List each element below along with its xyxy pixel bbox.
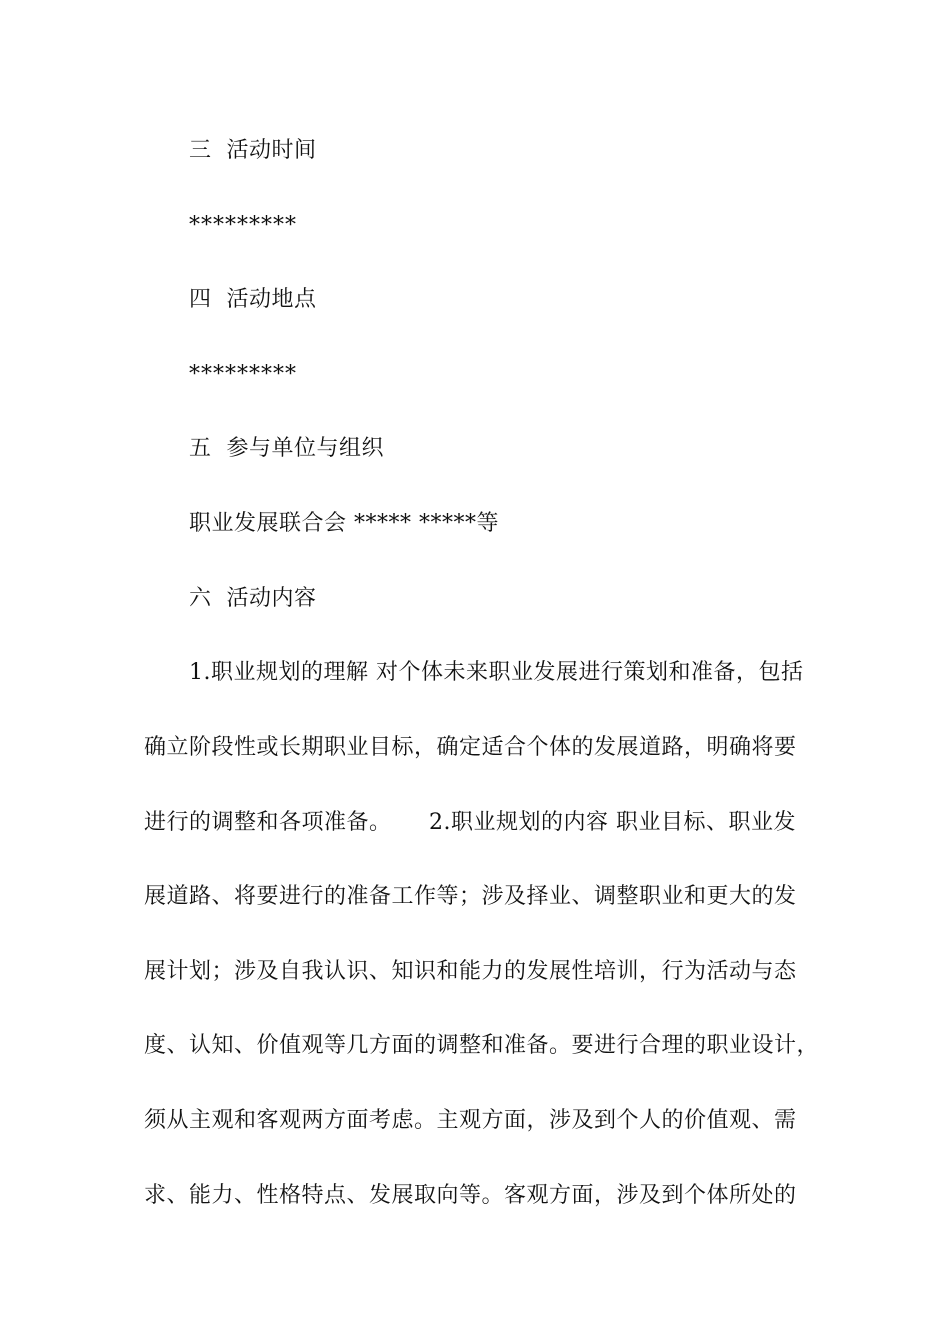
paragraph-line: 确立阶段性或长期职业目标，确定适合个体的发展道路，明确将要 [144,735,797,760]
paragraph-line: 度、认知、价值观等几方面的调整和准备。要进行合理的职业设计， [144,1033,820,1058]
paragraph-line: 求、能力、性格特点、发展取向等。客观方面，涉及到个体所处的 [144,1183,797,1208]
section-5-heading: 五 参与单位与组织 [189,436,384,461]
paragraph-line: 1.职业规划的理解 对个体未来职业发展进行策划和准备，包括 [189,660,804,685]
paragraph-line: 进行的调整和各项准备。 2.职业规划的内容 职业目标、职业发 [144,810,796,835]
paragraph-line: 展道路、将要进行的准备工作等；涉及择业、调整职业和更大的发 [144,884,797,909]
section-4-value: ********* [189,362,297,387]
section-3-value: ********* [189,213,297,238]
section-3-heading: 三 活动时间 [189,138,317,163]
paragraph-line: 须从主观和客观两方面考虑。主观方面，涉及到个人的价值观、需 [144,1108,797,1133]
section-4-heading: 四 活动地点 [189,287,317,312]
section-6-heading: 六 活动内容 [189,586,317,611]
section-5-value: 职业发展联合会 ***** *****等 [189,511,499,536]
paragraph-line: 展计划；涉及自我认识、知识和能力的发展性培训，行为活动与态 [144,959,797,984]
